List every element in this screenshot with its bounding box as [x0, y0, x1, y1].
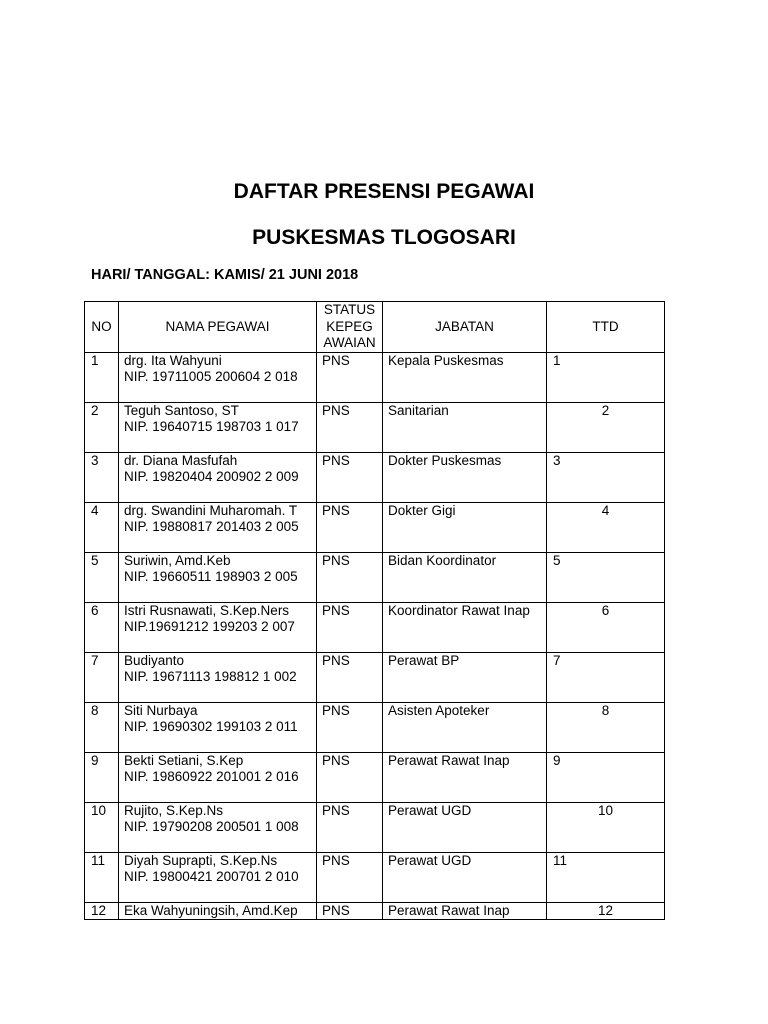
- row-number: 12: [91, 902, 107, 918]
- cell-jabatan: [383, 802, 547, 852]
- table-row: [85, 902, 665, 919]
- signature-number: 2: [601, 402, 610, 418]
- cell-jabatan: [383, 752, 547, 802]
- employee-name: Diyah Suprapti, S.Kep.Ns: [124, 852, 278, 868]
- cell-jabatan: [383, 652, 547, 702]
- table-row: [85, 702, 665, 752]
- cell-ttd: [547, 602, 665, 652]
- employee-nip: NIP. 19820404 200902 2 009: [124, 468, 299, 484]
- cell-nama: [119, 752, 317, 802]
- table-row: [85, 602, 665, 652]
- header-status-line: AWAIAN: [323, 335, 376, 350]
- row-number: 11: [91, 852, 106, 868]
- employee-status: PNS: [322, 752, 350, 768]
- employee-name: Rujito, S.Kep.Ns: [124, 802, 224, 818]
- document-title: DAFTAR PRESENSI PEGAWAI: [233, 180, 535, 203]
- cell-jabatan: [383, 902, 547, 919]
- cell-ttd: [547, 452, 665, 502]
- employee-nip: NIP. 19790208 200501 1 008: [124, 818, 299, 834]
- cell-ttd: [547, 552, 665, 602]
- employee-position: Bidan Koordinator: [388, 552, 497, 568]
- row-number: 3: [91, 452, 99, 468]
- cell-status: [317, 702, 383, 752]
- employee-position: Perawat Rawat Inap: [388, 752, 510, 768]
- cell-nama: [119, 552, 317, 602]
- cell-ttd: [547, 702, 665, 752]
- cell-no: [85, 452, 119, 502]
- cell-status: [317, 402, 383, 452]
- signature-number: 9: [553, 752, 561, 768]
- cell-no: [85, 652, 119, 702]
- employee-position: Koordinator Rawat Inap: [388, 602, 530, 618]
- employee-name: Siti Nurbaya: [124, 702, 198, 718]
- cell-status: [317, 752, 383, 802]
- table-row: [85, 802, 665, 852]
- employee-status: PNS: [322, 652, 350, 668]
- cell-ttd: [547, 502, 665, 552]
- cell-jabatan: [383, 852, 547, 902]
- table-row: [85, 652, 665, 702]
- cell-nama: [119, 852, 317, 902]
- employee-name: Suriwin, Amd.Keb: [124, 552, 231, 568]
- employee-status: PNS: [322, 602, 350, 618]
- employee-status: PNS: [322, 502, 350, 518]
- row-number: 9: [91, 752, 99, 768]
- table-header-row: [85, 302, 665, 353]
- employee-name: Istri Rusnawati, S.Kep.Ners: [124, 602, 290, 618]
- cell-ttd: [547, 352, 665, 402]
- signature-number: 4: [601, 502, 610, 518]
- employee-position: Dokter Puskesmas: [388, 452, 502, 468]
- cell-nama: [119, 702, 317, 752]
- row-number: 1: [91, 352, 99, 368]
- signature-number: 11: [553, 852, 568, 868]
- cell-nama: [119, 352, 317, 402]
- cell-no: [85, 752, 119, 802]
- signature-number: 5: [553, 552, 561, 568]
- employee-position: Perawat UGD: [388, 802, 472, 818]
- cell-no: [85, 352, 119, 402]
- cell-status: [317, 502, 383, 552]
- employee-status: PNS: [322, 402, 350, 418]
- cell-no: [85, 902, 119, 919]
- cell-no: [85, 402, 119, 452]
- employee-name: drg. Swandini Muharomah. T: [124, 502, 298, 518]
- signature-number: 3: [553, 452, 561, 468]
- employee-nip: NIP. 19640715 198703 1 017: [124, 418, 299, 434]
- cell-status: [317, 652, 383, 702]
- cell-jabatan: [383, 602, 547, 652]
- header-ttd: TTD: [547, 302, 665, 353]
- cell-status: [317, 902, 383, 919]
- header-status: [317, 302, 383, 353]
- cell-status: [317, 552, 383, 602]
- cell-nama: [119, 402, 317, 452]
- date-line: HARI/ TANGGAL: KAMIS/ 21 JUNI 2018: [91, 267, 359, 283]
- header-status-line: KEPEG: [326, 318, 373, 334]
- row-number: 8: [91, 702, 99, 718]
- employee-name: Teguh Santoso, ST: [124, 402, 239, 418]
- cell-nama: [119, 452, 317, 502]
- signature-number: 1: [553, 352, 561, 368]
- cell-ttd: [547, 802, 665, 852]
- document-subtitle: PUSKESMAS TLOGOSARI: [252, 226, 516, 249]
- row-number: 10: [91, 802, 107, 818]
- cell-status: [317, 602, 383, 652]
- employee-name: drg. Ita Wahyuni: [124, 352, 222, 368]
- cell-status: [317, 352, 383, 402]
- employee-status: PNS: [322, 352, 350, 368]
- employee-position: Kepala Puskesmas: [388, 352, 504, 368]
- employee-position: Perawat Rawat Inap: [388, 902, 510, 918]
- cell-status: [317, 452, 383, 502]
- cell-nama: [119, 502, 317, 552]
- cell-no: [85, 802, 119, 852]
- employee-status: PNS: [322, 852, 350, 868]
- row-number: 6: [91, 602, 99, 618]
- cell-no: [85, 852, 119, 902]
- employee-nip: NIP. 19711005 200604 2 018: [124, 368, 298, 384]
- employee-status: PNS: [322, 802, 350, 818]
- employee-nip: NIP. 19671113 198812 1 002: [124, 668, 297, 684]
- cell-jabatan: [383, 452, 547, 502]
- employee-position: Sanitarian: [388, 402, 449, 418]
- cell-nama: [119, 602, 317, 652]
- table-row: [85, 502, 665, 552]
- cell-ttd: [547, 852, 665, 902]
- employee-name: Eka Wahyuningsih, Amd.Kep: [124, 902, 298, 918]
- employee-position: Perawat BP: [388, 652, 460, 668]
- cell-ttd: [547, 402, 665, 452]
- cell-no: [85, 702, 119, 752]
- cell-status: [317, 852, 383, 902]
- employee-position: Dokter Gigi: [388, 502, 456, 518]
- employee-nip: NIP. 19860922 201001 2 016: [124, 768, 299, 784]
- header-jabatan: JABATAN: [383, 302, 547, 353]
- signature-number: 7: [553, 652, 561, 668]
- table-row: [85, 852, 665, 902]
- table-row: [85, 402, 665, 452]
- row-number: 7: [91, 652, 99, 668]
- employee-status: PNS: [322, 902, 350, 918]
- employee-nip: NIP. 19880817 201403 2 005: [124, 518, 299, 534]
- employee-status: PNS: [322, 452, 350, 468]
- table-row: [85, 452, 665, 502]
- employee-nip: NIP. 19800421 200701 2 010: [124, 868, 299, 884]
- cell-jabatan: [383, 352, 547, 402]
- cell-jabatan: [383, 402, 547, 452]
- employee-nip: NIP. 19660511 198903 2 005: [124, 568, 298, 584]
- header-no: NO: [85, 302, 119, 353]
- employee-position: Perawat UGD: [388, 852, 472, 868]
- signature-number: 8: [601, 702, 610, 718]
- signature-number: 10: [597, 802, 614, 818]
- header-status-line: STATUS: [323, 302, 376, 317]
- attendance-table: [84, 301, 665, 920]
- cell-nama: [119, 902, 317, 919]
- cell-no: [85, 502, 119, 552]
- employee-nip: NIP.19691212 199203 2 007: [124, 618, 295, 634]
- cell-nama: [119, 652, 317, 702]
- cell-ttd: [547, 652, 665, 702]
- employee-name: dr. Diana Masfufah: [124, 452, 238, 468]
- cell-no: [85, 602, 119, 652]
- cell-no: [85, 552, 119, 602]
- table-row: [85, 752, 665, 802]
- employee-name: Bekti Setiani, S.Kep: [124, 752, 244, 768]
- cell-jabatan: [383, 552, 547, 602]
- cell-ttd: [547, 752, 665, 802]
- employee-position: Asisten Apoteker: [388, 702, 490, 718]
- cell-ttd: [547, 902, 665, 919]
- cell-nama: [119, 802, 317, 852]
- cell-jabatan: [383, 702, 547, 752]
- row-number: 4: [91, 502, 99, 518]
- table-row: [85, 352, 665, 402]
- employee-status: PNS: [322, 552, 350, 568]
- employee-nip: NIP. 19690302 199103 2 011: [124, 718, 298, 734]
- cell-status: [317, 802, 383, 852]
- employee-name: Budiyanto: [124, 652, 185, 668]
- cell-jabatan: [383, 502, 547, 552]
- signature-number: 6: [601, 602, 610, 618]
- table-row: [85, 552, 665, 602]
- header-nama: NAMA PEGAWAI: [119, 302, 317, 353]
- row-number: 2: [91, 402, 99, 418]
- row-number: 5: [91, 552, 99, 568]
- employee-status: PNS: [322, 702, 350, 718]
- signature-number: 12: [597, 902, 614, 918]
